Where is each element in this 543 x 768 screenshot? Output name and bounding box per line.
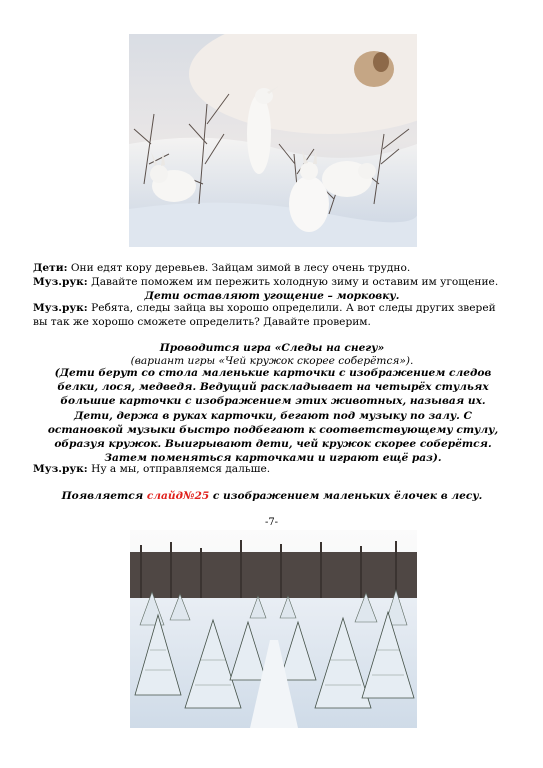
stage-direction-treat: Дети оставляют угощение – морковку. xyxy=(144,290,400,302)
dialogue-text: Давайте поможем им пережить холодную зиму и оставим им угощение. xyxy=(87,276,499,288)
dialogue-line-music-director-3 xyxy=(33,462,511,476)
slide-direction-prefix: Появляется xyxy=(61,490,147,502)
dialogue-line-music-director-2 xyxy=(33,301,511,329)
dialogue-line-children-1 xyxy=(33,261,511,275)
speaker-label: Муз.рук: xyxy=(33,276,88,288)
game-variant: (вариант игры «Чей кружок скорее соберётся»). xyxy=(130,355,414,367)
snowy-fir-trees-photo xyxy=(130,530,417,728)
game-title: Проводится игра «Следы на снегу» xyxy=(159,342,385,354)
dialogue-text: Ребята, следы зайца вы хорошо определили. А вот следы других зверей вы так же хорошо сможете определить? Давайте проверим. xyxy=(33,302,496,329)
slide-direction xyxy=(33,489,511,503)
dialogue-line-music-director-1 xyxy=(33,275,511,289)
game-instructions: (Дети берут со стола маленькие карточки с изображением следов белки, лося, медведя. Ведущий раскладывает на четырёх стульях большие карточки с изображением этих животных, называя их. Дети, держа в руках карточки, бегают под музыку по залу. С остановкой музыки быстро подбегают к соответствующему стулу, образуя кружок. Выигрывают дети, чей кружок скорее соберётся. Затем поменяться карточками и играют ещё раз). xyxy=(47,367,499,465)
page-number: -7- xyxy=(264,517,279,528)
dialogue-text: Они едят кору деревьев. Зайцам зимой в лесу очень трудно. xyxy=(67,262,411,274)
slide-number: слайд№25 xyxy=(146,490,210,502)
speaker-label: Муз.рук: xyxy=(33,302,88,314)
slide-direction-suffix: с изображением маленьких ёлочек в лесу. xyxy=(209,490,483,502)
dialogue-text: Ну а мы, отправляемся дальше. xyxy=(87,463,271,475)
speaker-label: Муз.рук: xyxy=(33,463,88,475)
hares-in-snow-photo xyxy=(129,34,417,247)
speaker-label: Дети: xyxy=(33,262,68,274)
